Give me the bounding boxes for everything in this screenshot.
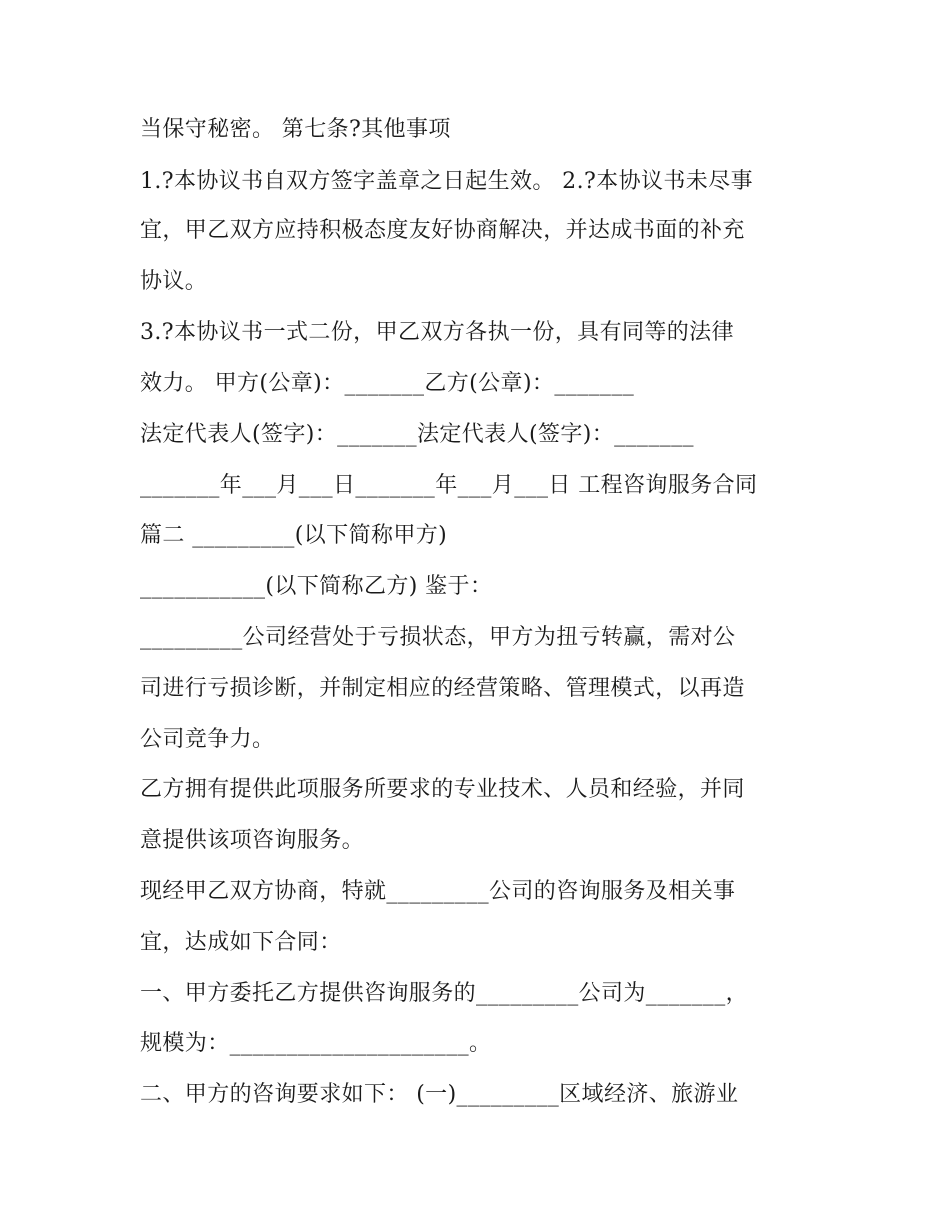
text-line: 乙方拥有提供此项服务所要求的专业技术、人员和经验，并同 xyxy=(140,777,745,802)
text-line: 当保守秘密。 第七条?其他事项 xyxy=(140,117,451,142)
text-line: 一、甲方委托乙方提供咨询服务的_________公司为_______， xyxy=(140,981,749,1006)
text-line: ___________(以下简称乙方) 鉴于： xyxy=(140,574,493,599)
text-line: 宜，达成如下合同： xyxy=(140,930,342,955)
text-line: 篇二 _________(以下简称甲方) xyxy=(140,523,448,548)
text-line: 规模为：_____________________。 xyxy=(140,1031,492,1056)
text-line: 宜，甲乙双方应持积极态度友好协商解决，并达成书面的补充 xyxy=(140,218,745,243)
text-line: 效力。 甲方(公章)：_______乙方(公章)：_______ xyxy=(140,371,635,396)
text-line: 法定代表人(签字)：_______法定代表人(签字)：_______ xyxy=(140,422,694,447)
text-line: _______年___月___日_______年___月___日 工程咨询服务合同 xyxy=(140,473,758,498)
text-line: 协议。 xyxy=(140,269,208,294)
text-line: 1.?本协议书自双方签字盖章之日起生效。 2.?本协议书未尽事 xyxy=(140,169,753,194)
text-line: 二、甲方的咨询要求如下： (一)_________区域经济、旅游业 xyxy=(140,1082,739,1107)
text-line: 司进行亏损诊断，并制定相应的经营策略、管理模式，以再造 xyxy=(140,676,745,701)
text-line: 现经甲乙双方协商，特就_________公司的咨询服务及相关事 xyxy=(140,879,736,904)
text-line: 3.?本协议书一式二份，甲乙双方各执一份，具有同等的法律 xyxy=(140,320,734,345)
text-line: 意提供该项咨询服务。 xyxy=(140,828,365,853)
text-line: _________公司经营处于亏损状态，甲方为扭亏转赢，需对公 xyxy=(140,625,736,650)
text-line: 公司竞争力。 xyxy=(140,727,275,752)
